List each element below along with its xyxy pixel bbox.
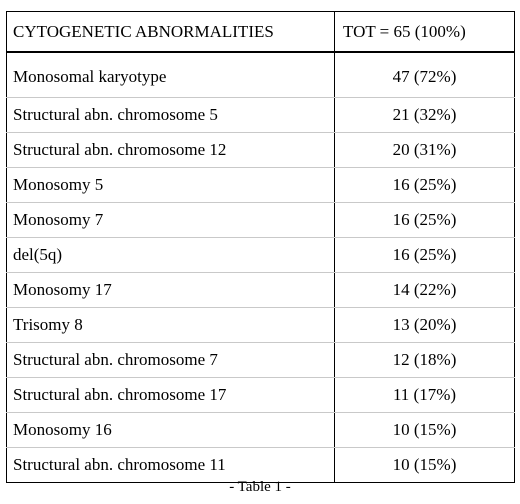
abnormality-cell: Structural abn. chromosome 5 — [7, 98, 335, 133]
table-caption: - Table 1 - — [229, 479, 291, 495]
count-cell: 47 (72%) — [335, 52, 515, 98]
table-row — [7, 133, 515, 168]
abnormality-cell: Monosomy 5 — [7, 168, 335, 203]
abnormality-cell: del(5q) — [7, 238, 335, 273]
table-row — [7, 168, 515, 203]
count-cell: 16 (25%) — [335, 238, 515, 273]
header-total: TOT = 65 (100%) — [335, 12, 515, 53]
count-cell: 20 (31%) — [335, 133, 515, 168]
table-row — [7, 98, 515, 133]
count-cell: 13 (20%) — [335, 308, 515, 343]
abnormality-cell: Monosomy 16 — [7, 413, 335, 448]
abnormality-cell: Monosomy 7 — [7, 203, 335, 238]
count-cell: 11 (17%) — [335, 378, 515, 413]
abnormality-cell: Monosomal karyotype — [7, 52, 335, 98]
cytogenetic-abnormalities-table — [6, 11, 515, 483]
table-row — [7, 378, 515, 413]
cytogenetic-table-container — [6, 11, 514, 483]
table-header-row — [7, 12, 515, 53]
count-cell: 16 (25%) — [335, 168, 515, 203]
table-row — [7, 273, 515, 308]
table-row — [7, 238, 515, 273]
count-cell: 10 (15%) — [335, 448, 515, 483]
abnormality-cell: Trisomy 8 — [7, 308, 335, 343]
abnormality-cell: Structural abn. chromosome 11 — [7, 448, 335, 483]
count-cell: 10 (15%) — [335, 413, 515, 448]
count-cell: 14 (22%) — [335, 273, 515, 308]
abnormality-cell: Structural abn. chromosome 7 — [7, 343, 335, 378]
table-row — [7, 308, 515, 343]
table-row — [7, 413, 515, 448]
count-cell: 21 (32%) — [335, 98, 515, 133]
abnormality-cell: Monosomy 17 — [7, 273, 335, 308]
table-row — [7, 52, 515, 98]
header-abnormality: CYTOGENETIC ABNORMALITIES — [7, 12, 335, 53]
abnormality-cell: Structural abn. chromosome 17 — [7, 378, 335, 413]
count-cell: 12 (18%) — [335, 343, 515, 378]
table-row — [7, 343, 515, 378]
table-row — [7, 203, 515, 238]
abnormality-cell: Structural abn. chromosome 12 — [7, 133, 335, 168]
count-cell: 16 (25%) — [335, 203, 515, 238]
